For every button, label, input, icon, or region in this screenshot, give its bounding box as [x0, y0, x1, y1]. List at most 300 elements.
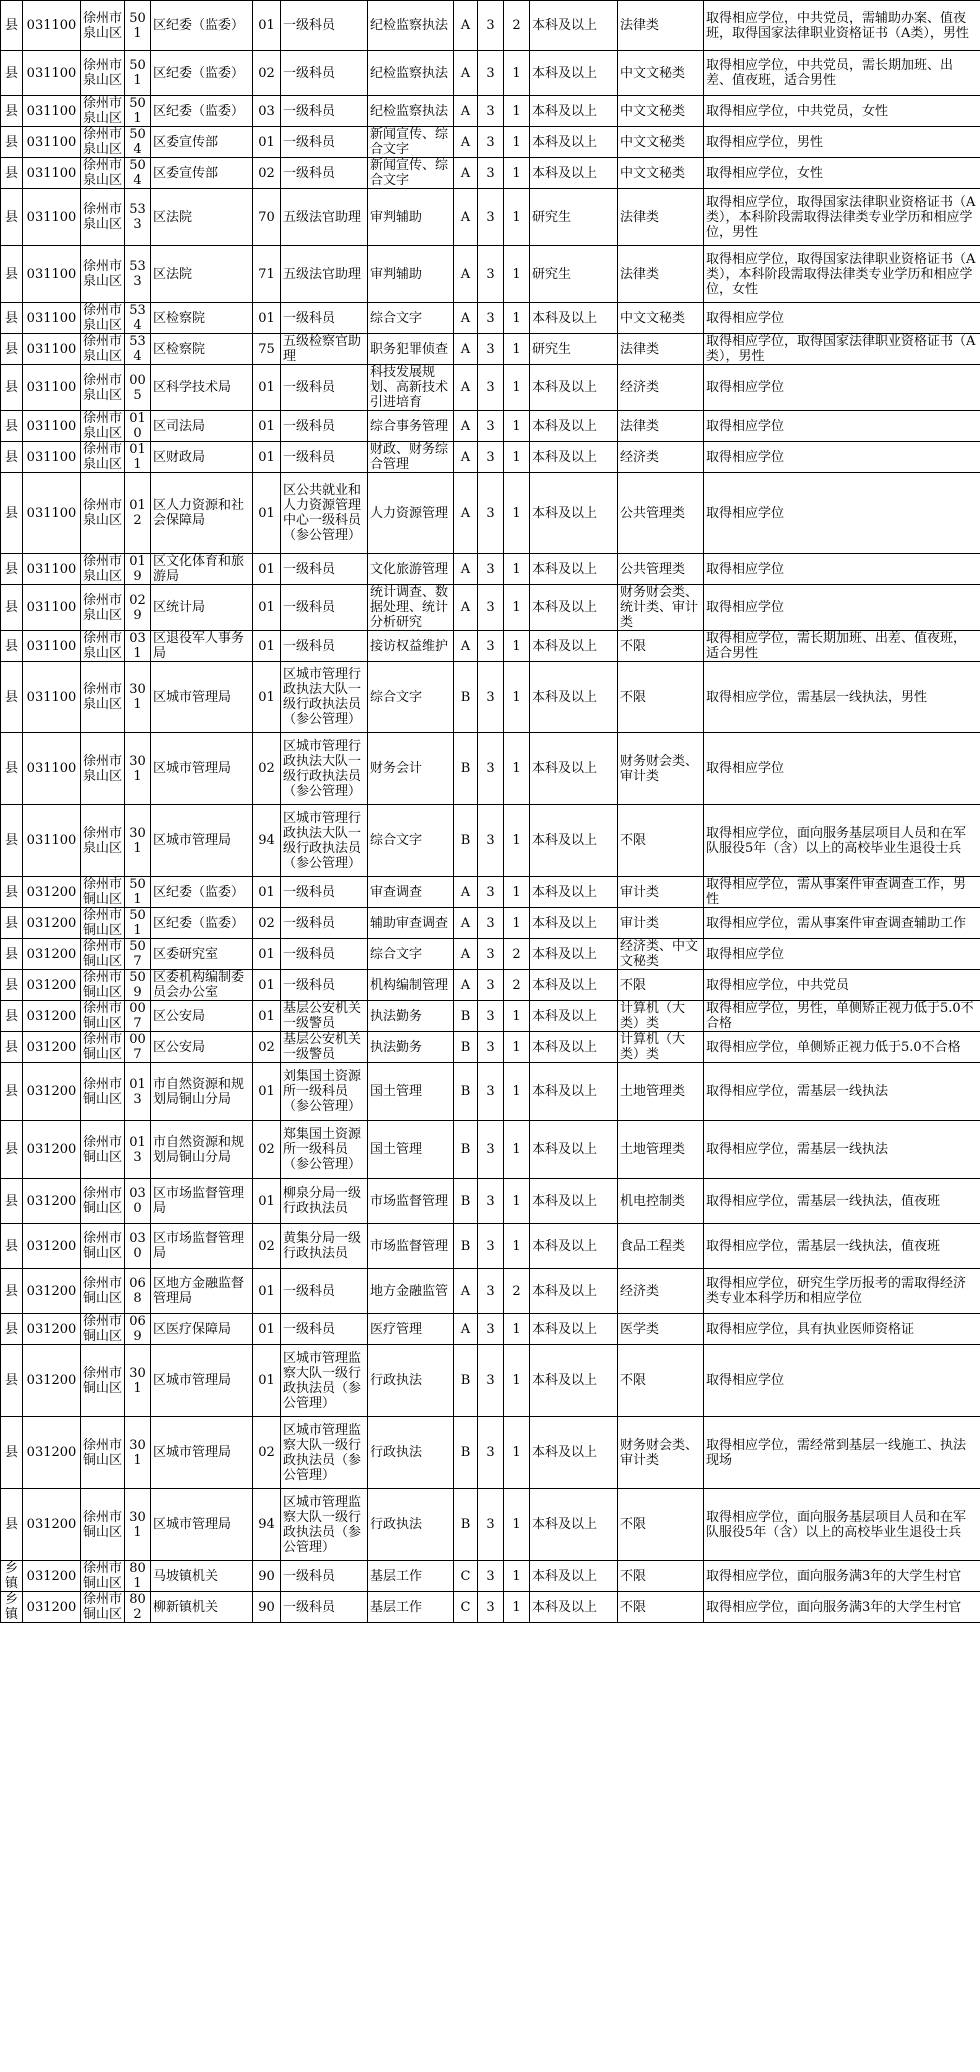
education-cell: 本科及以上 — [530, 554, 618, 585]
department-cell: 区城市管理局 — [151, 1345, 253, 1417]
job-duty-cell: 纪检监察执法 — [368, 96, 454, 127]
ratio-cell: 3 — [478, 442, 504, 473]
requirements-cell: 取得相应学位，取得国家法律职业资格证书（A类），本科阶段需取得法律类专业学历和相应学位，女性 — [704, 246, 980, 303]
major-cell: 财务财会类、审计类 — [618, 733, 704, 805]
ratio-cell: 3 — [478, 365, 504, 411]
region-cell: 徐州市铜山区 — [81, 908, 125, 939]
job-duty-cell: 综合事务管理 — [368, 411, 454, 442]
level-cell: 县 — [1, 96, 23, 127]
region-cell: 徐州市泉山区 — [81, 631, 125, 662]
dept-code-cell: 507 — [125, 939, 151, 970]
level-cell: 县 — [1, 1063, 23, 1121]
requirements-cell: 取得相应学位，中共党员，需长期加班、出差、值夜班，适合男性 — [704, 51, 980, 96]
education-cell: 本科及以上 — [530, 1121, 618, 1179]
exam-category-cell: A — [454, 877, 478, 908]
dept-code-cell: 030 — [125, 1179, 151, 1224]
dept-code-cell: 013 — [125, 1121, 151, 1179]
headcount-cell: 1 — [504, 334, 530, 365]
requirements-cell: 取得相应学位 — [704, 939, 980, 970]
ratio-cell: 3 — [478, 1561, 504, 1592]
job-duty-cell: 统计调查、数据处理、统计分析研究 — [368, 585, 454, 631]
dept-code-cell: 501 — [125, 1, 151, 51]
education-cell: 本科及以上 — [530, 1345, 618, 1417]
education-cell: 本科及以上 — [530, 473, 618, 554]
education-cell: 本科及以上 — [530, 442, 618, 473]
exam-category-cell: B — [454, 1001, 478, 1032]
requirements-cell: 取得相应学位，面向服务满3年的大学生村官 — [704, 1592, 980, 1623]
level-cell: 乡镇 — [1, 1561, 23, 1592]
org-code-cell: 031200 — [23, 1417, 81, 1489]
requirements-cell: 取得相应学位，需基层一线执法，男性 — [704, 662, 980, 733]
education-cell: 本科及以上 — [530, 1, 618, 51]
org-code-cell: 031200 — [23, 1001, 81, 1032]
position-title-cell: 区城市管理监察大队一级行政执法员（参公管理） — [281, 1489, 368, 1561]
education-cell: 本科及以上 — [530, 733, 618, 805]
table-body — [1, 1, 980, 1623]
job-duty-cell: 机构编制管理 — [368, 970, 454, 1001]
table-row — [1, 1314, 980, 1345]
department-cell: 区地方金融监督管理局 — [151, 1269, 253, 1314]
position-code-cell: 01 — [253, 473, 281, 554]
headcount-cell: 1 — [504, 1417, 530, 1489]
position-title-cell: 一级科员 — [281, 908, 368, 939]
department-cell: 区统计局 — [151, 585, 253, 631]
requirements-cell: 取得相应学位 — [704, 585, 980, 631]
exam-category-cell: B — [454, 805, 478, 877]
position-code-cell: 01 — [253, 554, 281, 585]
org-code-cell: 031200 — [23, 1561, 81, 1592]
table-row — [1, 1592, 980, 1623]
major-cell: 食品工程类 — [618, 1224, 704, 1269]
dept-code-cell: 011 — [125, 442, 151, 473]
major-cell: 法律类 — [618, 189, 704, 246]
region-cell: 徐州市泉山区 — [81, 733, 125, 805]
major-cell: 财务财会类、统计类、审计类 — [618, 585, 704, 631]
headcount-cell: 1 — [504, 1489, 530, 1561]
level-cell: 县 — [1, 365, 23, 411]
ratio-cell: 3 — [478, 1179, 504, 1224]
education-cell: 本科及以上 — [530, 365, 618, 411]
education-cell: 本科及以上 — [530, 1489, 618, 1561]
level-cell: 县 — [1, 631, 23, 662]
position-code-cell: 01 — [253, 127, 281, 158]
table-row — [1, 51, 980, 96]
headcount-cell: 1 — [504, 1063, 530, 1121]
requirements-cell: 取得相应学位，具有执业医师资格证 — [704, 1314, 980, 1345]
requirements-cell: 取得相应学位，需从事案件审查调查辅助工作 — [704, 908, 980, 939]
major-cell: 不限 — [618, 970, 704, 1001]
level-cell: 县 — [1, 1417, 23, 1489]
position-code-cell: 01 — [253, 442, 281, 473]
job-duty-cell: 基层工作 — [368, 1561, 454, 1592]
headcount-cell: 1 — [504, 1032, 530, 1063]
exam-category-cell: A — [454, 51, 478, 96]
table-row — [1, 970, 980, 1001]
job-duty-cell: 人力资源管理 — [368, 473, 454, 554]
exam-category-cell: B — [454, 733, 478, 805]
region-cell: 徐州市泉山区 — [81, 158, 125, 189]
region-cell: 徐州市铜山区 — [81, 1345, 125, 1417]
ratio-cell: 3 — [478, 585, 504, 631]
exam-category-cell: A — [454, 411, 478, 442]
dept-code-cell: 010 — [125, 411, 151, 442]
exam-category-cell: B — [454, 1063, 478, 1121]
department-cell: 区司法局 — [151, 411, 253, 442]
ratio-cell: 3 — [478, 1063, 504, 1121]
region-cell: 徐州市铜山区 — [81, 970, 125, 1001]
level-cell: 县 — [1, 1032, 23, 1063]
position-title-cell: 区城市管理监察大队一级行政执法员（参公管理） — [281, 1417, 368, 1489]
level-cell: 县 — [1, 303, 23, 334]
table-row — [1, 805, 980, 877]
position-title-cell: 五级检察官助理 — [281, 334, 368, 365]
table-row — [1, 411, 980, 442]
table-row — [1, 631, 980, 662]
org-code-cell: 031100 — [23, 51, 81, 96]
education-cell: 本科及以上 — [530, 631, 618, 662]
position-code-cell: 02 — [253, 158, 281, 189]
education-cell: 本科及以上 — [530, 1224, 618, 1269]
level-cell: 县 — [1, 1269, 23, 1314]
requirements-cell: 取得相应学位 — [704, 365, 980, 411]
major-cell: 财务财会类、审计类 — [618, 1417, 704, 1489]
headcount-cell: 1 — [504, 1561, 530, 1592]
ratio-cell: 3 — [478, 127, 504, 158]
level-cell: 县 — [1, 662, 23, 733]
position-title-cell: 一级科员 — [281, 411, 368, 442]
education-cell: 本科及以上 — [530, 939, 618, 970]
headcount-cell: 1 — [504, 877, 530, 908]
requirements-cell: 取得相应学位，男性 — [704, 127, 980, 158]
department-cell: 区人力资源和社会保障局 — [151, 473, 253, 554]
region-cell: 徐州市泉山区 — [81, 473, 125, 554]
position-title-cell: 一级科员 — [281, 442, 368, 473]
ratio-cell: 3 — [478, 246, 504, 303]
headcount-cell: 1 — [504, 662, 530, 733]
org-code-cell: 031200 — [23, 1063, 81, 1121]
position-code-cell: 01 — [253, 939, 281, 970]
exam-category-cell: A — [454, 127, 478, 158]
department-cell: 区检察院 — [151, 334, 253, 365]
table-row — [1, 1417, 980, 1489]
table-row — [1, 303, 980, 334]
level-cell: 县 — [1, 1314, 23, 1345]
exam-category-cell: A — [454, 1314, 478, 1345]
region-cell: 徐州市铜山区 — [81, 1314, 125, 1345]
region-cell: 徐州市泉山区 — [81, 246, 125, 303]
requirements-cell: 取得相应学位，需基层一线执法 — [704, 1063, 980, 1121]
table-row — [1, 473, 980, 554]
org-code-cell: 031100 — [23, 473, 81, 554]
org-code-cell: 031200 — [23, 1032, 81, 1063]
department-cell: 柳新镇机关 — [151, 1592, 253, 1623]
position-code-cell: 01 — [253, 1, 281, 51]
requirements-cell: 取得相应学位，需从事案件审查调查工作，男性 — [704, 877, 980, 908]
region-cell: 徐州市铜山区 — [81, 1561, 125, 1592]
headcount-cell: 1 — [504, 127, 530, 158]
major-cell: 计算机（大类）类 — [618, 1032, 704, 1063]
ratio-cell: 3 — [478, 303, 504, 334]
region-cell: 徐州市泉山区 — [81, 805, 125, 877]
education-cell: 本科及以上 — [530, 805, 618, 877]
exam-category-cell: B — [454, 1489, 478, 1561]
major-cell: 审计类 — [618, 908, 704, 939]
position-code-cell: 01 — [253, 1063, 281, 1121]
dept-code-cell: 533 — [125, 189, 151, 246]
major-cell: 医学类 — [618, 1314, 704, 1345]
position-code-cell: 02 — [253, 1224, 281, 1269]
org-code-cell: 031200 — [23, 1314, 81, 1345]
dept-code-cell: 504 — [125, 127, 151, 158]
major-cell: 法律类 — [618, 246, 704, 303]
region-cell: 徐州市泉山区 — [81, 189, 125, 246]
level-cell: 县 — [1, 334, 23, 365]
position-title-cell: 一级科员 — [281, 1561, 368, 1592]
region-cell: 徐州市泉山区 — [81, 127, 125, 158]
position-title-cell: 一级科员 — [281, 1314, 368, 1345]
exam-category-cell: B — [454, 1179, 478, 1224]
requirements-cell: 取得相应学位，取得国家法律职业资格证书（A类），男性 — [704, 334, 980, 365]
headcount-cell: 1 — [504, 442, 530, 473]
requirements-cell: 取得相应学位 — [704, 554, 980, 585]
ratio-cell: 3 — [478, 1032, 504, 1063]
position-title-cell: 区公共就业和人力资源管理中心一级科员（参公管理） — [281, 473, 368, 554]
requirements-cell: 取得相应学位，女性 — [704, 158, 980, 189]
education-cell: 本科及以上 — [530, 1561, 618, 1592]
position-title-cell: 一级科员 — [281, 365, 368, 411]
department-cell: 区文化体育和旅游局 — [151, 554, 253, 585]
requirements-cell: 取得相应学位 — [704, 411, 980, 442]
major-cell: 不限 — [618, 805, 704, 877]
region-cell: 徐州市铜山区 — [81, 1001, 125, 1032]
org-code-cell: 031200 — [23, 877, 81, 908]
headcount-cell: 1 — [504, 1314, 530, 1345]
requirements-cell: 取得相应学位，需长期加班、出差、值夜班，适合男性 — [704, 631, 980, 662]
headcount-cell: 1 — [504, 158, 530, 189]
table-row — [1, 733, 980, 805]
job-duty-cell: 医疗管理 — [368, 1314, 454, 1345]
org-code-cell: 031200 — [23, 1179, 81, 1224]
education-cell: 研究生 — [530, 189, 618, 246]
education-cell: 本科及以上 — [530, 970, 618, 1001]
table-row — [1, 554, 980, 585]
position-title-cell: 黄集分局一级行政执法员 — [281, 1224, 368, 1269]
position-code-cell: 01 — [253, 631, 281, 662]
department-cell: 区医疗保障局 — [151, 1314, 253, 1345]
level-cell: 县 — [1, 1224, 23, 1269]
exam-category-cell: A — [454, 554, 478, 585]
headcount-cell: 1 — [504, 51, 530, 96]
major-cell: 公共管理类 — [618, 473, 704, 554]
job-duty-cell: 国土管理 — [368, 1063, 454, 1121]
requirements-cell: 取得相应学位，中共党员，需辅助办案、值夜班，取得国家法律职业资格证书（A类），男性 — [704, 1, 980, 51]
department-cell: 区城市管理局 — [151, 733, 253, 805]
education-cell: 研究生 — [530, 334, 618, 365]
position-title-cell: 区城市管理行政执法大队一级行政执法员（参公管理） — [281, 733, 368, 805]
position-title-cell: 一级科员 — [281, 585, 368, 631]
table-row — [1, 1121, 980, 1179]
ratio-cell: 3 — [478, 96, 504, 127]
dept-code-cell: 030 — [125, 1224, 151, 1269]
education-cell: 本科及以上 — [530, 1417, 618, 1489]
job-duty-cell: 执法勤务 — [368, 1001, 454, 1032]
position-code-cell: 02 — [253, 1417, 281, 1489]
position-code-cell: 03 — [253, 96, 281, 127]
education-cell: 本科及以上 — [530, 662, 618, 733]
position-code-cell: 01 — [253, 1001, 281, 1032]
table-row — [1, 158, 980, 189]
org-code-cell: 031100 — [23, 334, 81, 365]
level-cell: 县 — [1, 158, 23, 189]
level-cell: 县 — [1, 554, 23, 585]
department-cell: 区法院 — [151, 189, 253, 246]
job-duty-cell: 地方金融监管 — [368, 1269, 454, 1314]
level-cell: 县 — [1, 585, 23, 631]
dept-code-cell: 301 — [125, 1417, 151, 1489]
job-duty-cell: 行政执法 — [368, 1417, 454, 1489]
region-cell: 徐州市铜山区 — [81, 1032, 125, 1063]
department-cell: 区城市管理局 — [151, 1489, 253, 1561]
education-cell: 本科及以上 — [530, 96, 618, 127]
level-cell: 县 — [1, 877, 23, 908]
headcount-cell: 1 — [504, 473, 530, 554]
exam-category-cell: A — [454, 246, 478, 303]
department-cell: 市自然资源和规划局铜山分局 — [151, 1121, 253, 1179]
position-code-cell: 01 — [253, 585, 281, 631]
dept-code-cell: 007 — [125, 1001, 151, 1032]
level-cell: 县 — [1, 411, 23, 442]
org-code-cell: 031100 — [23, 733, 81, 805]
job-duty-cell: 新闻宣传、综合文字 — [368, 158, 454, 189]
table-row — [1, 1345, 980, 1417]
headcount-cell: 1 — [504, 585, 530, 631]
dept-code-cell: 301 — [125, 1345, 151, 1417]
department-cell: 区城市管理局 — [151, 805, 253, 877]
job-duty-cell: 综合文字 — [368, 805, 454, 877]
org-code-cell: 031100 — [23, 662, 81, 733]
level-cell: 县 — [1, 473, 23, 554]
level-cell: 乡镇 — [1, 1592, 23, 1623]
requirements-cell: 取得相应学位 — [704, 303, 980, 334]
job-duty-cell: 审查调查 — [368, 877, 454, 908]
ratio-cell: 3 — [478, 631, 504, 662]
table-row — [1, 877, 980, 908]
table-row — [1, 127, 980, 158]
department-cell: 区纪委（监委） — [151, 908, 253, 939]
ratio-cell: 3 — [478, 805, 504, 877]
exam-category-cell: A — [454, 970, 478, 1001]
major-cell: 中文文秘类 — [618, 96, 704, 127]
job-duty-cell: 综合文字 — [368, 939, 454, 970]
headcount-cell: 1 — [504, 96, 530, 127]
position-code-cell: 01 — [253, 662, 281, 733]
position-title-cell: 区城市管理行政执法大队一级行政执法员（参公管理） — [281, 662, 368, 733]
dept-code-cell: 501 — [125, 51, 151, 96]
major-cell: 经济类 — [618, 365, 704, 411]
table-row — [1, 1032, 980, 1063]
ratio-cell: 3 — [478, 1224, 504, 1269]
job-duty-cell: 行政执法 — [368, 1345, 454, 1417]
ratio-cell: 3 — [478, 1345, 504, 1417]
department-cell: 区财政局 — [151, 442, 253, 473]
position-code-cell: 02 — [253, 908, 281, 939]
position-title-cell: 基层公安机关一级警员 — [281, 1001, 368, 1032]
ratio-cell: 3 — [478, 334, 504, 365]
job-duty-cell: 纪检监察执法 — [368, 51, 454, 96]
position-code-cell: 70 — [253, 189, 281, 246]
job-duty-cell: 新闻宣传、综合文字 — [368, 127, 454, 158]
major-cell: 审计类 — [618, 877, 704, 908]
position-title-cell: 区城市管理行政执法大队一级行政执法员（参公管理） — [281, 805, 368, 877]
education-cell: 研究生 — [530, 246, 618, 303]
org-code-cell: 031200 — [23, 1269, 81, 1314]
exam-category-cell: A — [454, 1269, 478, 1314]
org-code-cell: 031100 — [23, 585, 81, 631]
position-title-cell: 一级科员 — [281, 939, 368, 970]
dept-code-cell: 509 — [125, 970, 151, 1001]
ratio-cell: 3 — [478, 733, 504, 805]
exam-category-cell: A — [454, 1, 478, 51]
level-cell: 县 — [1, 908, 23, 939]
major-cell: 法律类 — [618, 334, 704, 365]
position-title-cell: 一级科员 — [281, 1269, 368, 1314]
major-cell: 不限 — [618, 631, 704, 662]
department-cell: 区委机构编制委员会办公室 — [151, 970, 253, 1001]
dept-code-cell: 029 — [125, 585, 151, 631]
dept-code-cell: 802 — [125, 1592, 151, 1623]
headcount-cell: 1 — [504, 1224, 530, 1269]
position-code-cell: 01 — [253, 1345, 281, 1417]
requirements-cell: 取得相应学位，面向服务基层项目人员和在军队服役5年（含）以上的高校毕业生退役士兵 — [704, 805, 980, 877]
position-code-cell: 01 — [253, 877, 281, 908]
org-code-cell: 031100 — [23, 1, 81, 51]
position-title-cell: 一级科员 — [281, 303, 368, 334]
ratio-cell: 3 — [478, 908, 504, 939]
region-cell: 徐州市泉山区 — [81, 51, 125, 96]
headcount-cell: 1 — [504, 365, 530, 411]
requirements-cell: 取得相应学位，单侧矫正视力低于5.0不合格 — [704, 1032, 980, 1063]
ratio-cell: 3 — [478, 554, 504, 585]
major-cell: 机电控制类 — [618, 1179, 704, 1224]
table-row — [1, 662, 980, 733]
job-duty-cell: 纪检监察执法 — [368, 1, 454, 51]
org-code-cell: 031100 — [23, 158, 81, 189]
ratio-cell: 3 — [478, 939, 504, 970]
level-cell: 县 — [1, 1121, 23, 1179]
position-code-cell: 02 — [253, 733, 281, 805]
headcount-cell: 1 — [504, 908, 530, 939]
table-row — [1, 189, 980, 246]
department-cell: 区市场监督管理局 — [151, 1179, 253, 1224]
dept-code-cell: 501 — [125, 908, 151, 939]
position-title-cell: 刘集国土资源所一级科员（参公管理） — [281, 1063, 368, 1121]
dept-code-cell: 301 — [125, 1489, 151, 1561]
position-code-cell: 02 — [253, 1032, 281, 1063]
position-title-cell: 一级科员 — [281, 877, 368, 908]
ratio-cell: 3 — [478, 1, 504, 51]
region-cell: 徐州市泉山区 — [81, 585, 125, 631]
education-cell: 本科及以上 — [530, 1269, 618, 1314]
position-code-cell: 01 — [253, 970, 281, 1001]
job-duty-cell: 综合文字 — [368, 303, 454, 334]
requirements-cell: 取得相应学位，男性，单侧矫正视力低于5.0不合格 — [704, 1001, 980, 1032]
exam-category-cell: B — [454, 1224, 478, 1269]
dept-code-cell: 504 — [125, 158, 151, 189]
education-cell: 本科及以上 — [530, 158, 618, 189]
headcount-cell: 1 — [504, 303, 530, 334]
level-cell: 县 — [1, 189, 23, 246]
requirements-cell: 取得相应学位，需基层一线执法，值夜班 — [704, 1224, 980, 1269]
